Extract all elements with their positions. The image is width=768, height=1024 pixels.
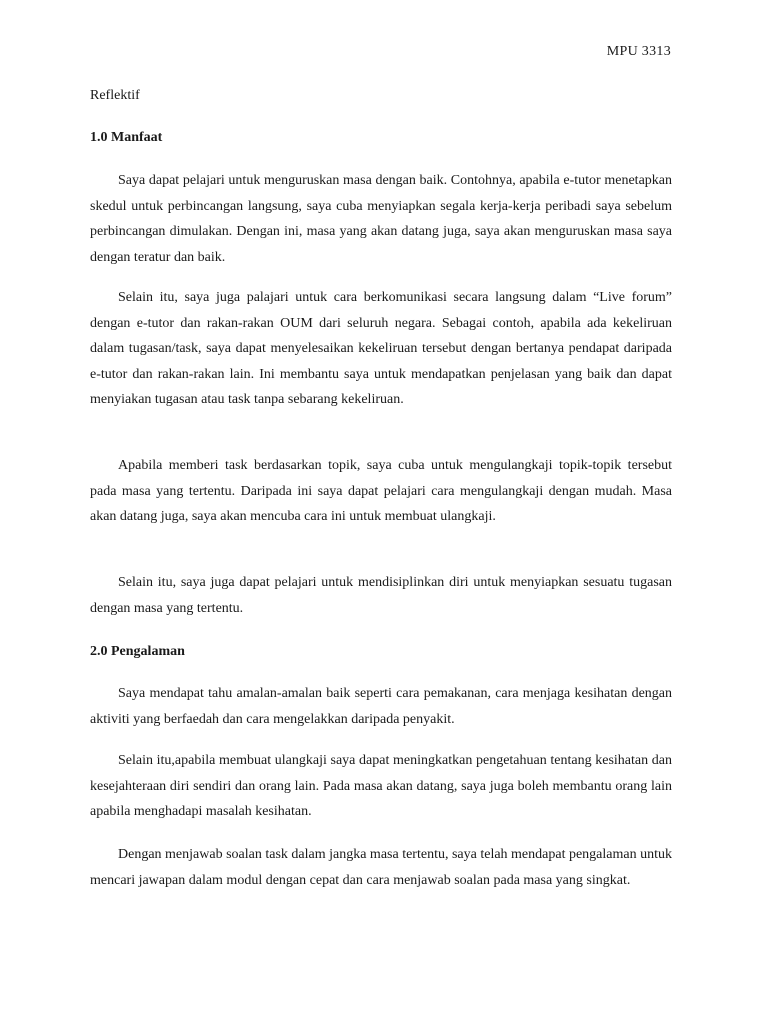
section-heading-pengalaman-block bbox=[90, 644, 672, 660]
section-heading: 2.0 Pengalaman bbox=[90, 644, 185, 659]
paragraph: Apabila memberi task berdasarkan topik, saya cuba untuk mengulangkaji topik-topik tersebut pada masa yang tertentu. Daripada ini saya dapat pelajari cara mengulangkaji dengan mudah. Masa akan datang juga, saya akan mencuba cara ini untuk membuat ulangkaji. bbox=[90, 458, 672, 524]
paragraph: Dengan menjawab soalan task dalam jangka masa tertentu, saya telah mendapat pengalaman untuk mencari jawapan dalam modul dengan cepat dan cara menjawab soalan pada masa yang singkat. bbox=[90, 847, 672, 888]
paragraph: Saya dapat pelajari untuk menguruskan masa dengan baik. Contohnya, apabila e-tutor menetapkan skedul untuk perbincangan langsung, saya cuba menyiapkan segala kerja-kerja peribadi saya sebelum perbincangan dimulakan. Dengan ini, masa yang akan datang juga, saya akan menguruskan masa saya dengan teratur dan baik. bbox=[90, 173, 672, 265]
section-manfaat-para-2 bbox=[90, 285, 672, 413]
section-pengalaman-para-3 bbox=[90, 842, 672, 893]
section-manfaat-para-1 bbox=[90, 168, 672, 270]
paragraph: Selain itu, saya juga dapat pelajari untuk mendisiplinkan diri untuk menyiapkan sesuatu tugasan dengan masa yang tertentu. bbox=[90, 575, 672, 616]
section-manfaat-para-4 bbox=[90, 570, 672, 621]
paragraph: Saya mendapat tahu amalan-amalan baik seperti cara pemakanan, cara menjaga kesihatan dengan aktiviti yang berfaedah dan cara mengelakkan daripada penyakit. bbox=[90, 686, 672, 727]
paragraph: Selain itu,apabila membuat ulangkaji saya dapat meningkatkan pengetahuan tentang kesihatan dan kesejahteraan diri sendiri dan orang lain. Pada masa akan datang, saya juga boleh membantu orang lain apabila menghadapi masalah kesihatan. bbox=[90, 753, 672, 819]
course-code: MPU 3313 bbox=[606, 44, 671, 59]
section-pengalaman-para-1 bbox=[90, 681, 672, 732]
document-title: Reflektif bbox=[90, 88, 140, 103]
section-heading-manfaat-block bbox=[90, 130, 672, 146]
paragraph: Selain itu, saya juga palajari untuk cara berkomunikasi secara langsung dalam “Live forum” dengan e-tutor dan rakan-rakan OUM dari seluruh negara. Sebagai contoh, apabila ada kekeliruan dalam tugasan/task, saya dapat menyelesaikan kekeliruan tersebut dengan bertanya pendapat daripada e-tutor dan rakan-rakan lain. Ini membantu saya untuk mendapatkan penjelasan yang baik dan dapat menyiakan tugasan atau task tanpa sebarang kekeliruan. bbox=[90, 290, 672, 407]
section-pengalaman-para-2 bbox=[90, 748, 672, 825]
section-manfaat-para-3 bbox=[90, 453, 672, 530]
section-heading: 1.0 Manfaat bbox=[90, 130, 163, 145]
